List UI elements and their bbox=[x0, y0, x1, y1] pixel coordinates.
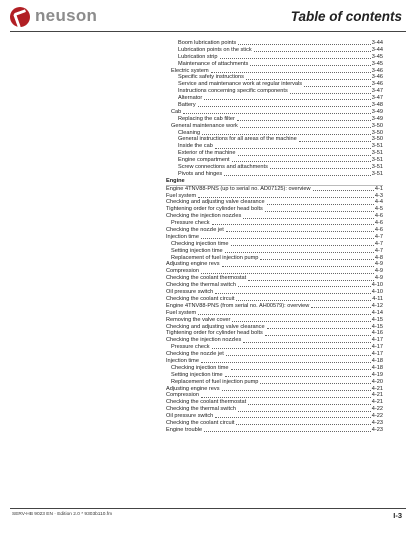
toc-entry-title: Setting injection time bbox=[171, 371, 223, 378]
toc-entry-title: Compression bbox=[166, 392, 199, 399]
toc-entry-page: 3-49 bbox=[371, 115, 383, 122]
toc-entry[interactable] bbox=[166, 143, 383, 150]
toc-entry-title: Electric system bbox=[171, 67, 209, 74]
toc-leader-dots bbox=[236, 300, 371, 301]
toc-entry-page: 4-20 bbox=[371, 378, 383, 385]
toc-leader-dots bbox=[201, 273, 374, 274]
toc-entry[interactable] bbox=[166, 282, 383, 289]
toc-leader-dots bbox=[222, 266, 374, 267]
toc-entry[interactable] bbox=[166, 275, 383, 282]
toc-entry[interactable] bbox=[166, 164, 383, 171]
toc-leader-dots bbox=[231, 369, 371, 370]
toc-leader-dots bbox=[220, 58, 371, 59]
toc-entry[interactable] bbox=[166, 344, 383, 351]
toc-leader-dots bbox=[232, 161, 371, 162]
toc-entry-page: 4-23 bbox=[371, 426, 383, 433]
toc-entry-title: Checking the coolant thermostat bbox=[166, 399, 247, 406]
toc-entry-page: 4-4 bbox=[374, 199, 383, 206]
toc-entry[interactable] bbox=[166, 255, 383, 262]
toc-leader-dots bbox=[237, 120, 371, 121]
toc-entry-title: Fuel system bbox=[166, 192, 197, 199]
toc-entry-page: 4-21 bbox=[371, 392, 383, 399]
toc-entry[interactable] bbox=[166, 213, 383, 220]
header-divider bbox=[10, 31, 406, 32]
toc-entry[interactable] bbox=[166, 136, 383, 143]
toc-entry[interactable] bbox=[166, 74, 383, 81]
toc-leader-dots bbox=[243, 218, 374, 219]
toc-entry[interactable] bbox=[166, 324, 383, 331]
toc-entry[interactable] bbox=[166, 386, 383, 393]
toc-entry-page: 4-10 bbox=[371, 289, 383, 296]
toc-entry-title: Injection time bbox=[166, 357, 199, 364]
toc-entry-title: General instructions for all areas of the machine bbox=[178, 136, 297, 143]
toc-entry-title: Tightening order for cylinder head bolts bbox=[166, 330, 263, 337]
toc-entry-title: Removing the valve cover bbox=[166, 316, 231, 323]
toc-leader-dots bbox=[231, 245, 374, 246]
toc-leader-dots bbox=[304, 86, 371, 87]
toc-entry-title: Maintenance of attachments bbox=[178, 60, 249, 67]
toc-entry-page: 3-51 bbox=[371, 143, 383, 150]
toc-leader-dots bbox=[226, 355, 371, 356]
toc-entry[interactable] bbox=[166, 116, 383, 123]
toc-entry-title: Checking the coolant circuit bbox=[166, 295, 235, 302]
toc-entry-title: Alternator bbox=[178, 95, 203, 102]
toc-entry[interactable] bbox=[166, 268, 383, 275]
toc-entry[interactable] bbox=[166, 130, 383, 137]
toc-entry-page: 3-50 bbox=[371, 129, 383, 136]
toc-leader-dots bbox=[222, 390, 371, 391]
toc-entry-page: 4-1 bbox=[374, 185, 383, 192]
toc-entry-title: Checking the nozzle jet bbox=[166, 227, 224, 234]
toc-entry-page: 4-18 bbox=[371, 357, 383, 364]
toc-entry[interactable] bbox=[166, 248, 383, 255]
toc-leader-dots bbox=[212, 348, 371, 349]
toc-entry-page: 4-6 bbox=[374, 227, 383, 234]
toc-entry[interactable] bbox=[166, 420, 383, 427]
toc-entry-page: 4-17 bbox=[371, 344, 383, 351]
toc-entry-title: Cab bbox=[171, 108, 182, 115]
toc-entry[interactable] bbox=[166, 95, 383, 102]
toc-entry-title: Service and maintenance work at regular intervals bbox=[178, 81, 303, 88]
toc-entry-page: 3-50 bbox=[371, 122, 383, 129]
toc-entry[interactable] bbox=[166, 88, 383, 95]
toc-entry-title: Replacing the cab filter bbox=[178, 115, 235, 122]
toc-leader-dots bbox=[212, 224, 374, 225]
toc-leader-dots bbox=[232, 321, 370, 322]
toc-entry-title: Checking the injection nozzles bbox=[166, 337, 242, 344]
toc-entry-page: 3-51 bbox=[371, 164, 383, 171]
toc-entry-page: 4-6 bbox=[374, 220, 383, 227]
toc-entry-title: Adjusting engine revs bbox=[166, 385, 220, 392]
toc-entry[interactable] bbox=[166, 296, 383, 303]
toc-entry[interactable] bbox=[166, 109, 383, 116]
toc-entry[interactable] bbox=[166, 234, 383, 241]
toc-leader-dots bbox=[270, 168, 371, 169]
toc-entry-page: 4-7 bbox=[374, 240, 383, 247]
toc-leader-dots bbox=[260, 383, 370, 384]
toc-entry-page: 4-5 bbox=[374, 206, 383, 213]
toc-entry[interactable] bbox=[166, 171, 383, 178]
toc-leader-dots bbox=[267, 328, 371, 329]
toc-entry-title: Engine 4TNV88-PNS (from serial no. AH00579): overview bbox=[166, 302, 310, 309]
toc-leader-dots bbox=[265, 335, 371, 336]
toc-entry[interactable] bbox=[166, 61, 383, 68]
toc-entry-page: 3-47 bbox=[371, 88, 383, 95]
toc-entry-title: Engine trouble bbox=[166, 426, 203, 433]
toc-entry[interactable] bbox=[166, 337, 383, 344]
toc-entry-title: Screw connections and attachments bbox=[178, 164, 268, 171]
toc-entry-page: 4-22 bbox=[371, 406, 383, 413]
toc-entry[interactable] bbox=[166, 351, 383, 358]
toc-entry-title: Checking the coolant thermostat bbox=[166, 275, 247, 282]
toc-entry[interactable] bbox=[166, 54, 383, 61]
toc-entry[interactable] bbox=[166, 406, 383, 413]
toc-entry[interactable] bbox=[166, 330, 383, 337]
toc-entry-title: Checking injection time bbox=[171, 364, 229, 371]
toc-entry[interactable] bbox=[166, 123, 383, 130]
toc-leader-dots bbox=[250, 65, 371, 66]
toc-entry-page: 3-45 bbox=[371, 53, 383, 60]
toc-entry-page: 3-51 bbox=[371, 150, 383, 157]
toc-entry-title: Exterior of the machine bbox=[178, 150, 236, 157]
toc-leader-dots bbox=[311, 307, 370, 308]
toc-entry-title: Injection time bbox=[166, 233, 199, 240]
page-header bbox=[0, 0, 416, 34]
toc-entry[interactable] bbox=[166, 150, 383, 157]
toc-leader-dots bbox=[204, 99, 371, 100]
toc-entry-page: 4-18 bbox=[371, 364, 383, 371]
toc-entry[interactable] bbox=[166, 427, 383, 434]
toc-leader-dots bbox=[260, 259, 374, 260]
toc-entry-page: 4-16 bbox=[371, 330, 383, 337]
toc-entry-page: 4-3 bbox=[374, 192, 383, 199]
toc-entry[interactable] bbox=[166, 303, 383, 310]
toc-entry-page: 4-12 bbox=[371, 302, 383, 309]
toc-entry[interactable] bbox=[166, 81, 383, 88]
toc-entry-page: 4-7 bbox=[374, 247, 383, 254]
toc-entry-title: Engine bbox=[166, 177, 185, 184]
toc-entry-page: 3-48 bbox=[371, 102, 383, 108]
toc-leader-dots bbox=[243, 342, 371, 343]
toc-entry-title: General maintenance work bbox=[171, 122, 238, 129]
toc-entry-page: 4-9 bbox=[374, 261, 383, 268]
toc-entry[interactable] bbox=[166, 317, 383, 324]
toc-entry-page: 3-47 bbox=[371, 95, 383, 102]
toc-entry-title: Tightening order for cylinder head bolts bbox=[166, 206, 263, 213]
toc-leader-dots bbox=[238, 44, 371, 45]
toc-entry[interactable] bbox=[166, 241, 383, 248]
toc-entry-title: Checking the thermal switch bbox=[166, 406, 236, 413]
toc-entry[interactable] bbox=[166, 199, 383, 206]
toc-leader-dots bbox=[215, 293, 371, 294]
toc-entry-page: 4-14 bbox=[371, 309, 383, 316]
toc-entry-page: 3-51 bbox=[371, 170, 383, 177]
toc-entry-title: Oil pressure switch bbox=[166, 413, 214, 420]
toc-entry-title: Battery bbox=[178, 102, 196, 108]
toc-leader-dots bbox=[215, 417, 371, 418]
toc-leader-dots bbox=[248, 404, 371, 405]
toc-entry-title: Lubrication strip bbox=[178, 53, 218, 60]
toc-entry[interactable] bbox=[166, 220, 383, 227]
toc-entry[interactable] bbox=[166, 413, 383, 420]
toc-entry-page: 4-22 bbox=[371, 413, 383, 420]
toc-entry-title: Pressure check bbox=[171, 220, 210, 227]
toc-entry-title: Pressure check bbox=[171, 344, 210, 351]
toc-entry-title: Boom lubrication points bbox=[178, 39, 237, 46]
toc-entry-page: 4-7 bbox=[374, 233, 383, 240]
toc-leader-dots bbox=[225, 376, 371, 377]
toc-entry-page: 4-11 bbox=[372, 295, 383, 302]
toc-entry-page: 4-9 bbox=[374, 268, 383, 275]
toc-leader-dots bbox=[211, 72, 371, 73]
toc-entry[interactable] bbox=[166, 227, 383, 234]
toc-leader-dots bbox=[201, 397, 371, 398]
toc-leader-dots bbox=[248, 280, 374, 281]
toc-entry-page: 3-44 bbox=[371, 39, 383, 46]
toc-entry-page: 3-45 bbox=[371, 60, 383, 67]
toc-entry-page: 3-49 bbox=[371, 108, 383, 115]
toc-entry[interactable] bbox=[166, 372, 383, 379]
page-number: I-3 bbox=[393, 511, 402, 520]
toc-entry-page: 4-17 bbox=[371, 351, 383, 358]
table-of-contents bbox=[166, 40, 383, 434]
toc-entry-title: Replacement of fuel injection pump bbox=[171, 254, 259, 261]
toc-entry-page: 4-21 bbox=[371, 399, 383, 406]
toc-entry-title: Pivots and hinges bbox=[178, 170, 223, 177]
toc-entry-page: 4-19 bbox=[371, 371, 383, 378]
toc-entry-page: 4-17 bbox=[371, 337, 383, 344]
toc-entry[interactable] bbox=[166, 186, 383, 193]
toc-entry-title: Inside the cab bbox=[178, 143, 213, 150]
toc-entry[interactable] bbox=[166, 262, 383, 269]
toc-entry-page: 3-46 bbox=[371, 81, 383, 88]
toc-entry-page: 3-44 bbox=[371, 46, 383, 53]
toc-leader-dots bbox=[236, 424, 370, 425]
toc-entry-title: Compression bbox=[166, 268, 199, 275]
toc-entry[interactable] bbox=[166, 206, 383, 213]
toc-leader-dots bbox=[215, 148, 371, 149]
toc-entry-title: Instructions concerning specific components bbox=[178, 88, 288, 95]
toc-entry[interactable] bbox=[166, 289, 383, 296]
toc-leader-dots bbox=[246, 79, 371, 80]
toc-entry-title: Specific safety instructions bbox=[178, 74, 244, 81]
toc-entry-page: 3-46 bbox=[371, 74, 383, 81]
toc-entry-title: Lubrication points on the stick bbox=[178, 46, 252, 53]
toc-entry[interactable] bbox=[166, 157, 383, 164]
toc-leader-dots bbox=[224, 175, 371, 176]
toc-entry[interactable] bbox=[166, 358, 383, 365]
toc-leader-dots bbox=[290, 93, 371, 94]
toc-entry-title: Fuel system bbox=[166, 309, 197, 316]
toc-leader-dots bbox=[226, 231, 374, 232]
toc-entry-title: Oil pressure switch bbox=[166, 289, 214, 296]
toc-entry-title: Checking and adjusting valve clearance bbox=[166, 323, 265, 330]
toc-entry[interactable] bbox=[166, 193, 383, 200]
toc-leader-dots bbox=[267, 204, 374, 205]
toc-entry-page: 3-51 bbox=[371, 157, 383, 164]
toc-leader-dots bbox=[201, 362, 371, 363]
toc-leader-dots bbox=[254, 51, 371, 52]
neuson-logo-icon bbox=[10, 7, 30, 27]
toc-entry[interactable] bbox=[166, 47, 383, 54]
document-reference: SERV-HB 9023 EN · Edition 2.0 * 9303b110.fm bbox=[12, 512, 113, 517]
toc-entry-page: 3-50 bbox=[371, 136, 383, 143]
toc-entry-page: 4-6 bbox=[374, 213, 383, 220]
toc-leader-dots bbox=[202, 134, 371, 135]
toc-leader-dots bbox=[183, 113, 371, 114]
toc-entry-page: 3-46 bbox=[371, 67, 383, 74]
toc-entry-title: Cleaning bbox=[178, 129, 201, 136]
toc-leader-dots bbox=[238, 155, 371, 156]
toc-entry[interactable] bbox=[166, 365, 383, 372]
toc-entry-title: Checking the thermal switch bbox=[166, 282, 236, 289]
toc-leader-dots bbox=[204, 431, 371, 432]
toc-entry[interactable] bbox=[166, 68, 383, 75]
toc-entry-title: Checking the injection nozzles bbox=[166, 213, 242, 220]
toc-entry-page: 4-23 bbox=[371, 419, 383, 426]
toc-entry-title: Setting injection time bbox=[171, 247, 223, 254]
toc-entry-title: Replacement of fuel injection pump bbox=[171, 378, 259, 385]
toc-leader-dots bbox=[313, 190, 374, 191]
toc-leader-dots bbox=[225, 252, 374, 253]
toc-entry-title: Engine 4TNV88-PNS (up to serial no. AD07125): overview bbox=[166, 185, 311, 192]
toc-leader-dots bbox=[238, 286, 371, 287]
toc-entry[interactable] bbox=[166, 379, 383, 386]
toc-entry-title: Checking the nozzle jet bbox=[166, 351, 224, 358]
toc-entry-page: 4-15 bbox=[371, 316, 383, 323]
brand-name: neuson bbox=[35, 6, 98, 25]
footer-divider bbox=[10, 508, 406, 509]
toc-entry-title: Engine compartment bbox=[178, 157, 230, 164]
toc-leader-dots bbox=[198, 314, 371, 315]
toc-entry[interactable] bbox=[166, 310, 383, 317]
toc-entry-title: Checking injection time bbox=[171, 240, 229, 247]
toc-entry[interactable] bbox=[166, 102, 383, 109]
toc-leader-dots bbox=[240, 127, 371, 128]
toc-entry-page: 4-9 bbox=[374, 275, 383, 282]
toc-leader-dots bbox=[201, 238, 374, 239]
toc-leader-dots bbox=[265, 211, 374, 212]
toc-entry-page: 4-21 bbox=[371, 385, 383, 392]
toc-leader-dots bbox=[238, 411, 371, 412]
page-title: Table of contents bbox=[290, 9, 402, 24]
toc-leader-dots bbox=[198, 197, 374, 198]
toc-entry-title: Adjusting engine revs bbox=[166, 261, 220, 268]
toc-entry[interactable] bbox=[166, 178, 383, 186]
toc-entry-page: 4-15 bbox=[371, 323, 383, 330]
toc-entry-title: Checking the coolant circuit bbox=[166, 419, 235, 426]
toc-leader-dots bbox=[198, 106, 371, 107]
toc-entry-title: Checking and adjusting valve clearance bbox=[166, 199, 265, 206]
toc-entry[interactable] bbox=[166, 392, 383, 399]
toc-entry[interactable] bbox=[166, 399, 383, 406]
toc-leader-dots bbox=[299, 141, 371, 142]
toc-entry-page: 4-10 bbox=[371, 282, 383, 289]
toc-entry[interactable] bbox=[166, 40, 383, 47]
toc-entry-page: 4-8 bbox=[374, 254, 383, 261]
